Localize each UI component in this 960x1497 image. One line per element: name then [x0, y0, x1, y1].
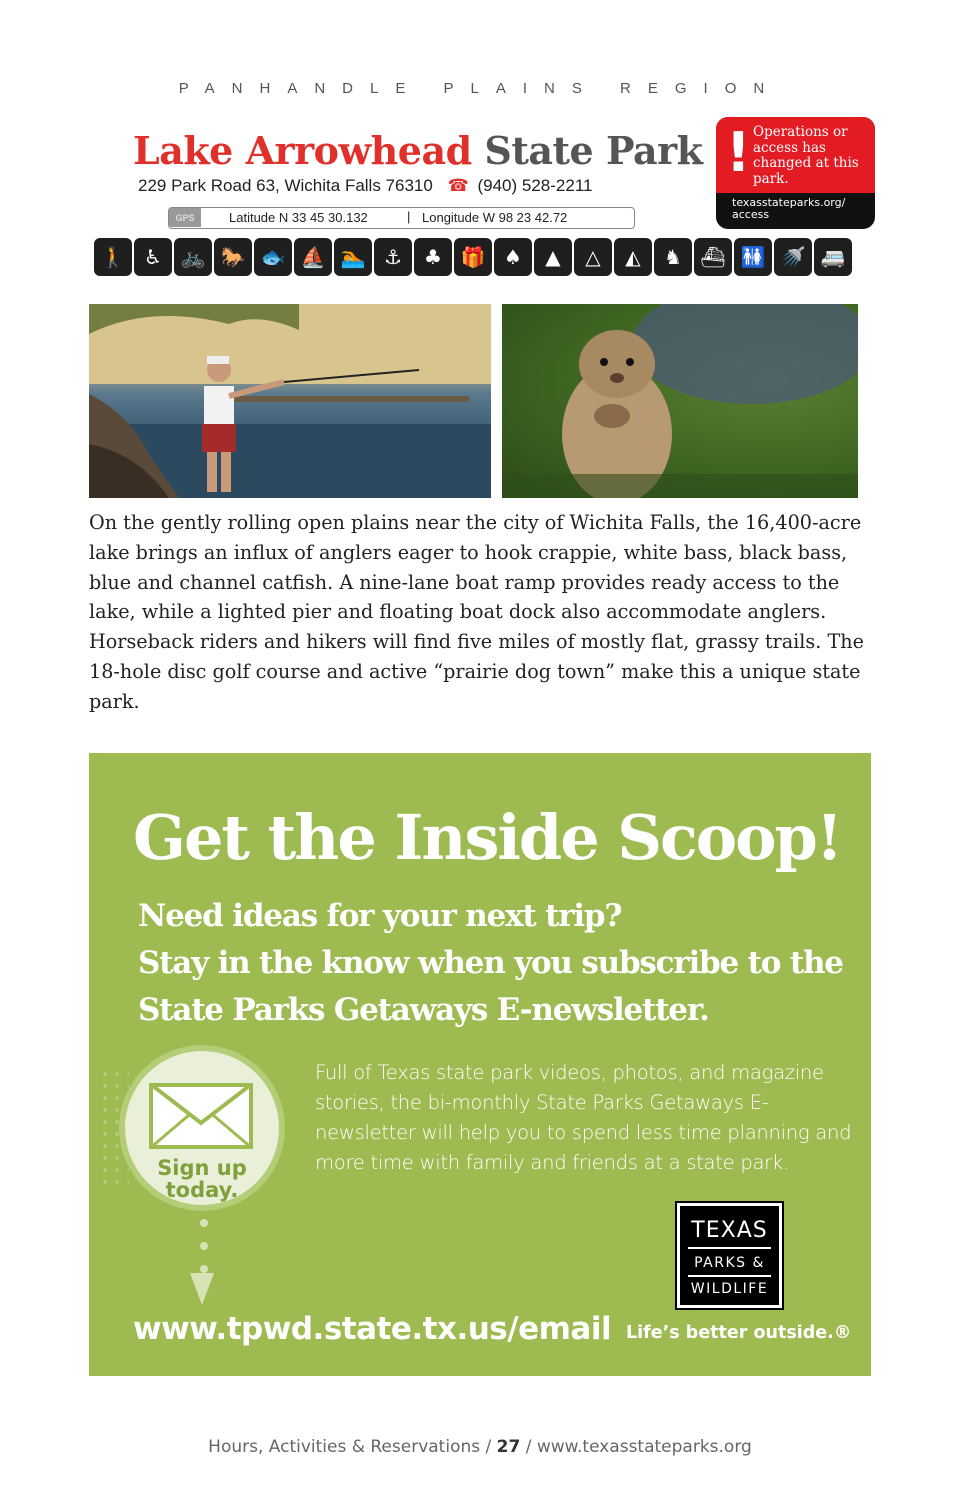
tpwd-logo	[677, 1203, 782, 1308]
logo-line-texas: TEXAS	[691, 1218, 768, 1243]
access-alert-box[interactable]	[716, 117, 875, 229]
fishing-pier-icon: ⚓	[374, 238, 412, 276]
accessible-trail-icon: ♿	[134, 238, 172, 276]
gift-shop-icon: 🎁	[454, 238, 492, 276]
horseback-icon: 🐎	[214, 238, 252, 276]
signup-line-1: Sign up	[157, 1156, 247, 1180]
envelope-icon	[149, 1083, 253, 1149]
promo-sub-line-2: Stay in the know when you subscribe to the	[138, 945, 843, 981]
park-type: State Park	[484, 128, 703, 173]
alert-banner	[716, 117, 875, 193]
page-title	[133, 128, 703, 173]
arrow-down-icon	[190, 1273, 214, 1305]
signup-line-2: today.	[165, 1178, 239, 1202]
latitude: Latitude N 33 45 30.132	[229, 210, 368, 225]
alert-icon: !	[726, 121, 751, 184]
group-picnic-icon: ♠	[494, 238, 532, 276]
longitude: Longitude W 98 23 42.72	[422, 210, 568, 225]
promo-sub-line-1: Need ideas for your next trip?	[138, 898, 622, 934]
photo-angler-fishing	[89, 304, 491, 498]
region-label: PANHANDLE PLAINS REGION	[178, 80, 782, 97]
alert-text: Operations or access has changed at this park.	[753, 124, 859, 187]
newsletter-promo	[89, 753, 871, 1376]
footer-section: Hours, Activities & Reservations /	[208, 1437, 492, 1457]
newsletter-url-link[interactable]: www.tpwd.state.tx.us/email	[133, 1311, 612, 1347]
park-address: 229 Park Road 63, Wichita Falls 76310	[138, 176, 433, 195]
boat-ramp-icon: ⛴	[694, 238, 732, 276]
signup-label[interactable]	[125, 1157, 279, 1201]
photo-prairie-dog	[502, 304, 858, 498]
water-camping-icon: ◭	[614, 238, 652, 276]
alert-link[interactable]: texasstateparks.org/ access	[732, 196, 846, 221]
shower-icon: 🚿	[774, 238, 812, 276]
fishing-icon: 🐟	[254, 238, 292, 276]
promo-sub-line-3: State Parks Getaways E-newsletter.	[138, 992, 709, 1028]
gps-bar	[168, 207, 635, 229]
logo-line-parks: PARKS &	[694, 1255, 765, 1271]
page-footer	[0, 1437, 960, 1457]
tagline: Life’s better outside.®	[626, 1323, 852, 1343]
page-number: 27	[496, 1437, 521, 1457]
gps-separator: |	[407, 209, 411, 224]
promo-subheadline	[138, 893, 843, 1034]
picnic-icon: ♣	[414, 238, 452, 276]
restroom-icon: 🚻	[734, 238, 772, 276]
contact-line	[138, 176, 592, 196]
footer-site-link[interactable]: / www.texasstateparks.org	[525, 1437, 752, 1457]
logo-divider	[688, 1247, 771, 1249]
biking-icon: 🚲	[174, 238, 212, 276]
equestrian-camping-icon: ♞	[654, 238, 692, 276]
angler-illustration	[89, 304, 491, 498]
hiking-icon: 🚶	[94, 238, 132, 276]
phone-icon: ☎	[447, 176, 469, 195]
boating-icon: ⛵	[294, 238, 332, 276]
swimming-icon: 🏊	[334, 238, 372, 276]
campsite-icon: ▲	[534, 238, 572, 276]
park-description: On the gently rolling open plains near the city of Wichita Falls, the 16,400-acre lake brings an influx of anglers eager to hook crappie, white bass, black bass, blue and channel catfish. A nine-lane boat ramp provides ready access to the lake, while a lighted pier and floating boat dock also accommodate anglers. Horseback riders and hikers will find five miles of mostly flat, grassy trails. The 18-hole disc golf course and active “prairie dog town” make this a unique state park.	[89, 511, 864, 713]
park-name: Lake Arrowhead	[133, 128, 472, 173]
prairie-dog-illustration	[502, 304, 858, 498]
amenity-icon-row	[94, 238, 852, 276]
primitive-camping-icon: △	[574, 238, 612, 276]
signup-badge[interactable]	[119, 1045, 285, 1211]
gps-tag: GPS	[169, 208, 201, 227]
promo-headline: Get the Inside Scoop!	[133, 801, 842, 874]
rv-dump-icon: 🚐	[814, 238, 852, 276]
park-phone[interactable]: (940) 528-2211	[477, 176, 593, 195]
promo-description: Full of Texas state park videos, photos, and magazine stories, the bi-monthly State Parks Getaways E-newsletter will help you to spend less time planning and more time with family and friends at a state park.	[315, 1061, 852, 1174]
logo-line-wildlife: WILDLIFE	[690, 1281, 769, 1297]
logo-divider	[688, 1275, 771, 1277]
